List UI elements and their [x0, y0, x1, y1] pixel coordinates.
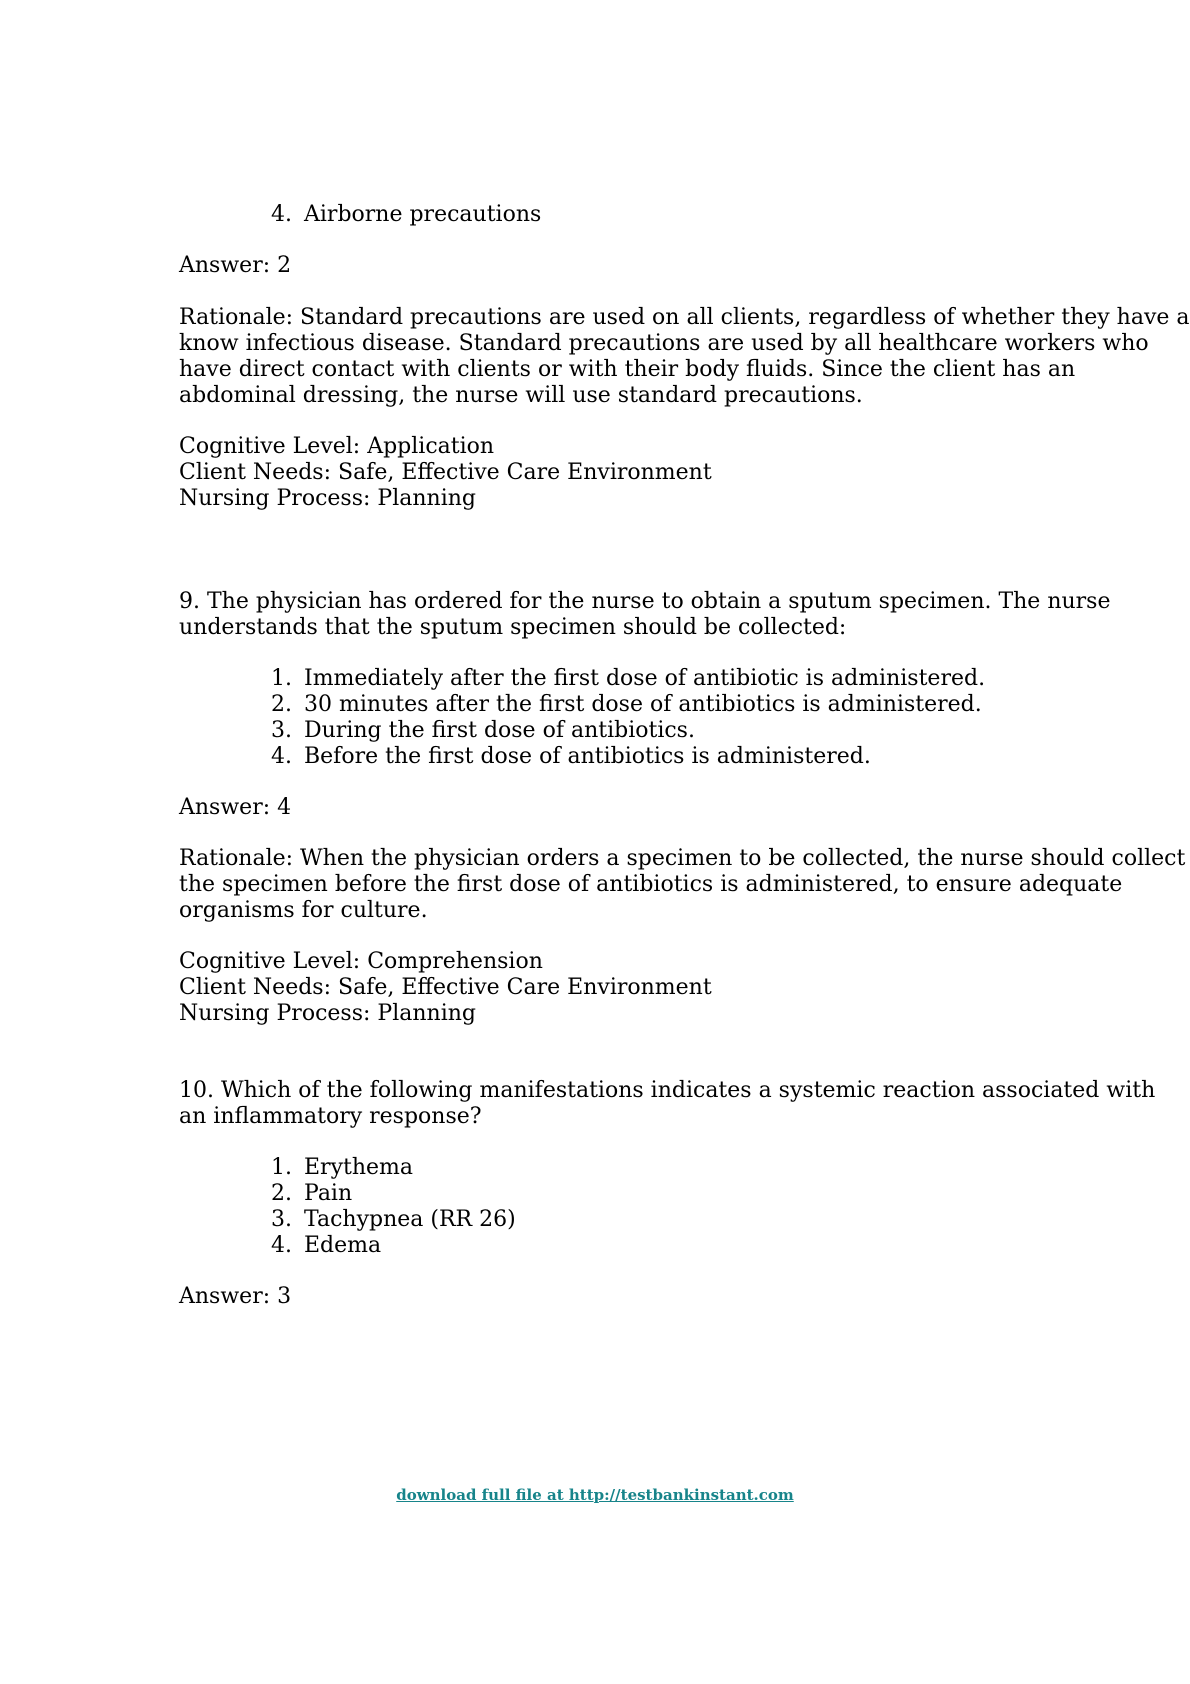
q9-rationale-line-3: organisms for culture. [179, 898, 428, 923]
q8-client-needs: Client Needs: Safe, Effective Care Environment [179, 460, 712, 485]
option-text: Before the first dose of antibiotics is administered. [304, 744, 871, 769]
option-text: During the first dose of antibiotics. [304, 718, 695, 743]
option-text: Tachypnea (RR 26) [304, 1207, 516, 1232]
option-text: Edema [304, 1233, 382, 1258]
option-number: 4. [271, 744, 292, 769]
download-link[interactable]: download full file at http://testbankinstant.com [396, 1486, 794, 1504]
option-number: 1. [271, 1155, 292, 1180]
option-number: 2. [271, 1181, 292, 1206]
q9-answer: Answer: 4 [179, 795, 292, 820]
q9-client-needs: Client Needs: Safe, Effective Care Environment [179, 975, 712, 1000]
option-number: 4. [271, 1233, 292, 1258]
q10-stem-line-1: 10. Which of the following manifestations indicates a systemic reaction associated with [179, 1078, 1156, 1103]
option-number: 3. [271, 718, 292, 743]
q8-rationale-line-4: abdominal dressing, the nurse will use standard precautions. [179, 383, 863, 408]
option-text: Immediately after the first dose of antibiotic is administered. [304, 666, 986, 691]
q8-answer: Answer: 2 [179, 253, 292, 278]
option-number: 4. [271, 202, 292, 227]
option-text: Airborne precautions [304, 202, 542, 227]
option-text: Pain [304, 1181, 353, 1206]
q9-stem-line-1: 9. The physician has ordered for the nurse to obtain a sputum specimen. The nurse [179, 589, 1111, 614]
q9-rationale-line-2: the specimen before the first dose of antibiotics is administered, to ensure adequate [179, 872, 1123, 897]
q9-cognitive-level: Cognitive Level: Comprehension [179, 949, 543, 974]
q10-answer: Answer: 3 [179, 1284, 292, 1309]
option-text: 30 minutes after the first dose of antibiotics is administered. [304, 692, 982, 717]
option-number: 1. [271, 666, 292, 691]
q8-rationale-line-1: Rationale: Standard precautions are used on all clients, regardless of whether they have a [179, 305, 1190, 330]
q8-cognitive-level: Cognitive Level: Application [179, 434, 495, 459]
option-number: 3. [271, 1207, 292, 1232]
q8-rationale-line-2: know infectious disease. Standard precautions are used by all healthcare workers who [179, 331, 1149, 356]
q9-nursing-process: Nursing Process: Planning [179, 1001, 476, 1026]
q9-rationale-line-1: Rationale: When the physician orders a specimen to be collected, the nurse should collect [179, 846, 1186, 871]
q10-stem-line-2: an inflammatory response? [179, 1104, 482, 1129]
option-number: 2. [271, 692, 292, 717]
q9-stem-line-2: understands that the sputum specimen should be collected: [179, 615, 847, 640]
q8-nursing-process: Nursing Process: Planning [179, 486, 476, 511]
q8-rationale-line-3: have direct contact with clients or with their body fluids. Since the client has an [179, 357, 1076, 382]
option-text: Erythema [304, 1155, 414, 1180]
